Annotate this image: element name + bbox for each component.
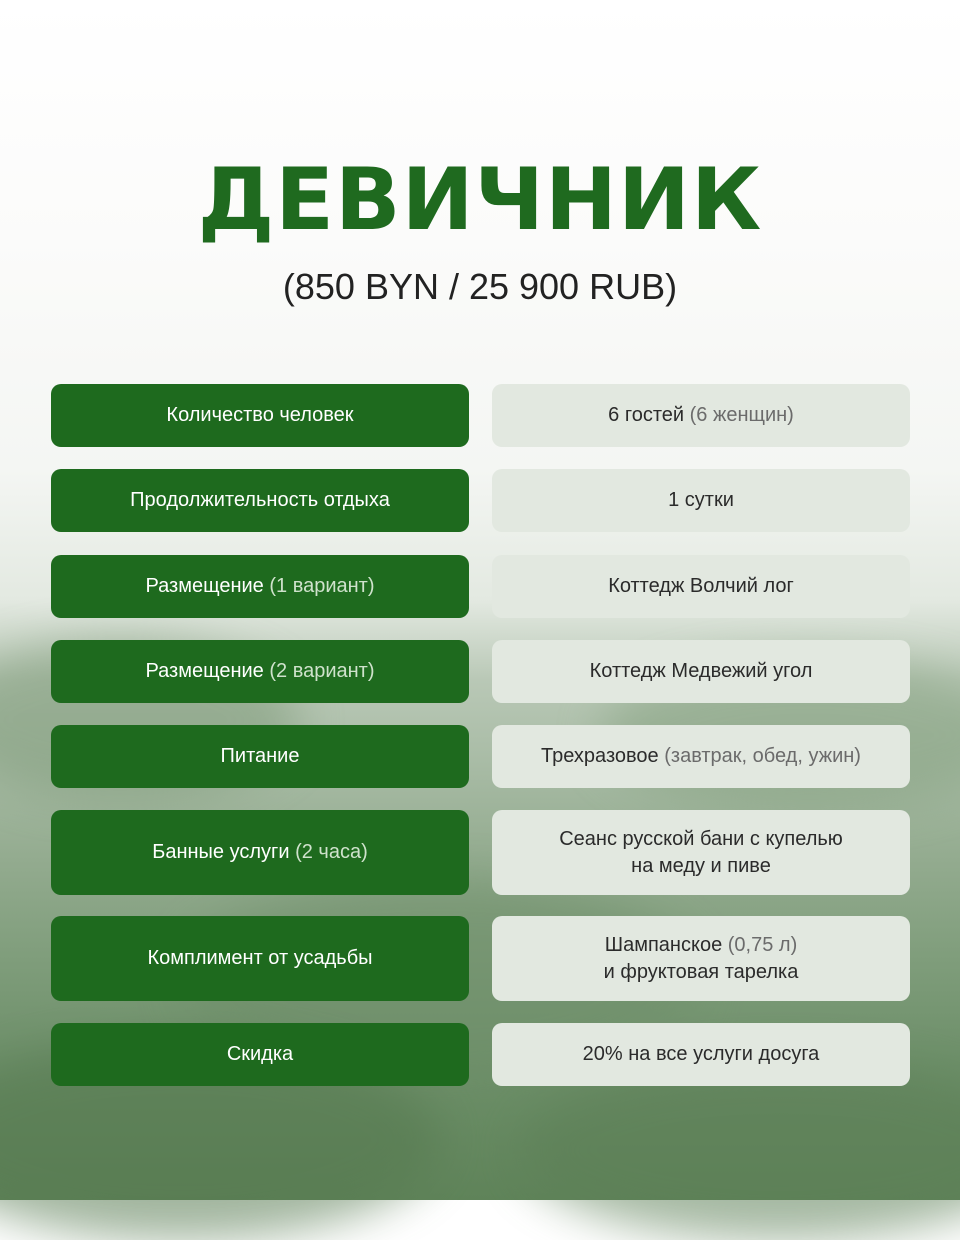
row-label-text: Количество человек	[166, 404, 354, 426]
row-label-note: (2 вариант)	[269, 660, 375, 682]
row-value	[492, 1023, 910, 1086]
page-title: ДЕВИЧНИК	[197, 150, 763, 250]
row-value-line2: и фруктовая тарелка	[603, 960, 799, 983]
row-value-text: 6 гостей	[608, 404, 685, 426]
row-value-text: Коттедж Медвежий угол	[589, 660, 813, 682]
row-label	[51, 810, 469, 895]
table-row	[51, 555, 910, 618]
row-label	[51, 725, 469, 788]
row-label-text: Комплимент от усадьбы	[147, 947, 373, 969]
row-label	[51, 555, 469, 618]
row-label-text: Продолжительность отдыха	[130, 489, 390, 511]
row-value-line2: на меду и пиве	[631, 854, 771, 877]
table-row	[51, 916, 910, 1001]
row-label-text: Питание	[220, 745, 300, 767]
table-row	[51, 725, 910, 788]
row-label-text: Размещение	[145, 575, 264, 597]
table-row	[51, 384, 910, 447]
table-row	[51, 1023, 910, 1086]
row-value	[492, 555, 910, 618]
row-label	[51, 384, 469, 447]
row-label	[51, 640, 469, 703]
row-value-text: Шампанское	[604, 933, 723, 956]
row-value-note: (завтрак, обед, ужин)	[664, 745, 861, 767]
row-value-note: (0,75 л)	[727, 933, 798, 956]
row-value	[492, 916, 910, 1001]
row-label	[51, 469, 469, 532]
row-label-note: (2 часа)	[295, 841, 368, 863]
row-value	[492, 725, 910, 788]
row-value-note: (6 женщин)	[689, 404, 794, 426]
row-value-text: Коттедж Волчий лог	[608, 575, 794, 597]
row-value	[492, 384, 910, 447]
row-label-text: Скидка	[226, 1043, 294, 1065]
row-value	[492, 469, 910, 532]
row-value-text: 1 сутки	[668, 489, 734, 511]
row-label	[51, 916, 469, 1001]
row-value-text: 20% на все услуги досуга	[582, 1043, 820, 1065]
price-subtitle: (850 BYN / 25 900 RUB)	[282, 266, 678, 307]
row-value-text: Трехразовое	[541, 745, 659, 767]
table-row	[51, 469, 910, 532]
row-value	[492, 640, 910, 703]
row-label	[51, 1023, 469, 1086]
row-label-text: Размещение	[145, 660, 264, 682]
table-row	[51, 810, 910, 895]
row-value-text: Сеанс русской бани с купелью	[559, 827, 843, 850]
table-row	[51, 640, 910, 703]
row-label-text: Банные услуги	[152, 841, 290, 863]
row-label-note: (1 вариант)	[269, 575, 375, 597]
row-value	[492, 810, 910, 895]
